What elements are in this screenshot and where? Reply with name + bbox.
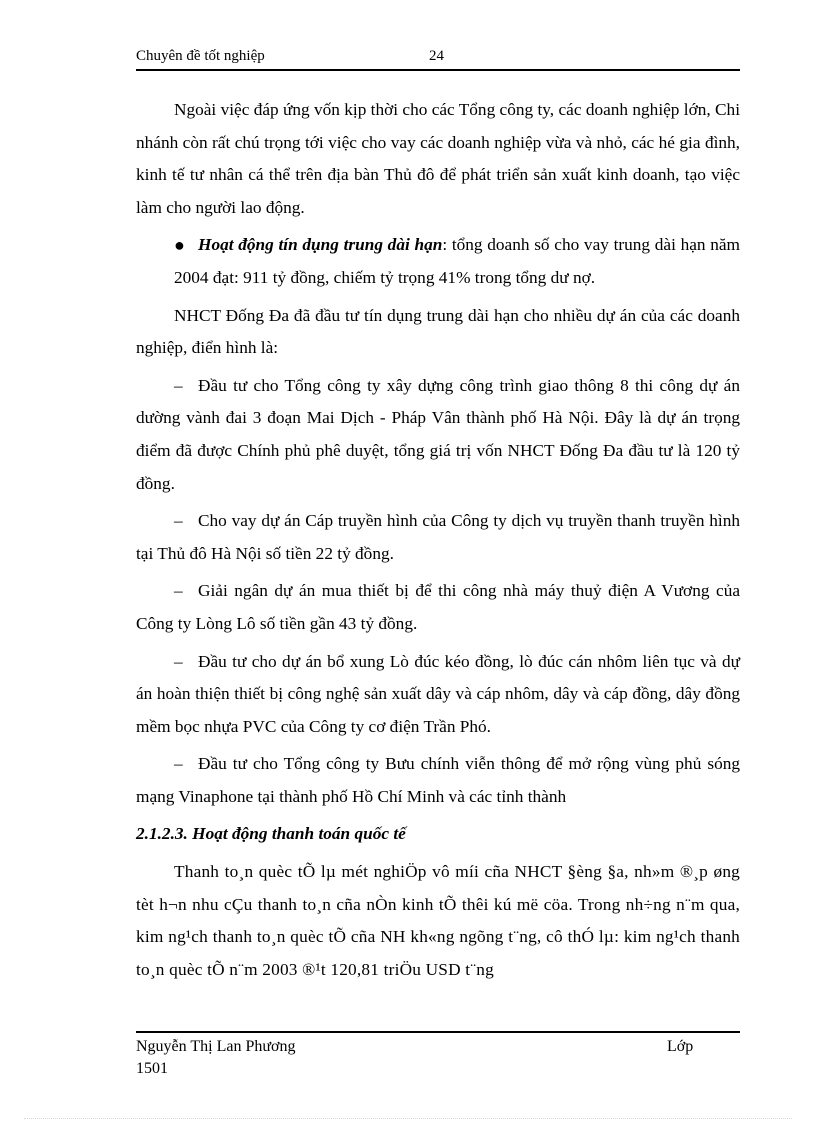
dash-text-2: Cho vay dự án Cáp truyền hình của Công ty dịch vụ truyền thanh truyền hình tại Thủ đô Hà Nội số tiền 22 tỷ đồng. (136, 511, 740, 563)
paragraph-intro: Ngoài việc đáp ứng vốn kịp thời cho các Tổng công ty, các doanh nghiệp lớn, Chi nhánh còn rất chú trọng tới việc cho vay các doanh nghiệp vừa và nhỏ, các hé gia đình, kinh tế tư nhân cá thể trên địa bàn Thủ đô để phát triển sản xuất kinh doanh, tạo việc làm cho người lao động. (136, 100, 740, 217)
dash-item-3 (136, 575, 740, 640)
dash-icon: – (174, 511, 183, 531)
bullet-item-credit (136, 229, 740, 294)
dash-text-5: Đầu tư cho Tổng công ty Bưu chính viễn thông để mở rộng vùng phủ sóng mạng Vinaphone tại thành phố Hồ Chí Minh và các tỉnh thành (136, 754, 740, 806)
page-edge-divider (24, 1118, 792, 1119)
bullet-rest: : tổng doanh số cho vay trung dài hạn năm 2004 đạt: 911 tỷ đồng, chiếm tỷ trọng 41% trong tổng dư nợ. (174, 235, 740, 287)
class-label: Lớp (667, 1038, 694, 1055)
dash-text-4: Đầu tư cho dự án bổ xung Lò đúc kéo đồng, lò đúc cán nhôm liên tục và dự án hoàn thiện thiết bị công nghệ sản xuất dây và cáp nhôm, dây và cáp đồng, dây đồng mềm bọc nhựa PVC của Công ty cơ điện Trần Phó. (136, 651, 740, 736)
dash-item-5 (136, 748, 740, 813)
document-body (136, 94, 740, 986)
bullet-icon: ● (174, 235, 185, 256)
section-heading: 2.1.2.3. Hoạt động thanh toán quốc tế (136, 824, 406, 844)
dash-icon: – (174, 651, 183, 671)
dash-text-1: Đầu tư cho Tổng công ty xây dựng công trình giao thông 8 thi công dự án dường vành đai 3 đoạn Mai Dịch - Pháp Vân thành phố Hà Nội. Đây là dự án trọng điểm đã được Chính phủ phê duyệt, tổng giá trị vốn NHCT Đống Đa đầu tư là 120 tỷ đồng. (136, 375, 740, 493)
bullet-lead: Hoạt động tín dụng trung dài hạn (198, 235, 443, 255)
header-title: Chuyên đề tốt nghiệp (136, 48, 265, 64)
dash-item-1 (136, 370, 740, 500)
footer-divider (136, 1031, 740, 1033)
paragraph-projects: NHCT Đống Đa đã đầu tư tín dụng trung dài hạn cho nhiều dự án của các doanh nghiệp, điển hình là: (136, 305, 740, 358)
class-number: 1501 (136, 1060, 168, 1077)
paragraph-international-payment: Thanh to¸n quèc tÕ lµ mét nghiÖp vô míi cña NHCT §èng §a, nh»m ®¸p øng tèt h¬n nhu cÇu thanh to¸n cña nÒn kinh tÕ thêi kú më cöa. Trong nh÷ng n¨m qua, kim ng¹ch thanh to¸n quèc tÕ cña NH kh«ng ngõng t¨ng, cô thÓ lµ: kim ng¹ch thanh to¸n quèc tÕ n¨m 2003 ®¹t 120,81 triÖu USD t¨ng (136, 862, 740, 979)
dash-icon: – (174, 754, 183, 774)
author-name: Nguyễn Thị Lan Phương (136, 1038, 296, 1055)
dash-text-3: Giải ngân dự án mua thiết bị để thi công nhà máy thuỷ điện A Vương của Công ty Lòng Lô số tiền gần 43 tỷ đồng. (136, 581, 740, 633)
page-header (136, 48, 740, 70)
dash-icon: – (174, 581, 183, 601)
header-divider (136, 69, 740, 71)
page-number: 24 (429, 48, 444, 64)
dash-item-2 (136, 505, 740, 570)
dash-icon: – (174, 375, 183, 395)
dash-item-4 (136, 646, 740, 744)
